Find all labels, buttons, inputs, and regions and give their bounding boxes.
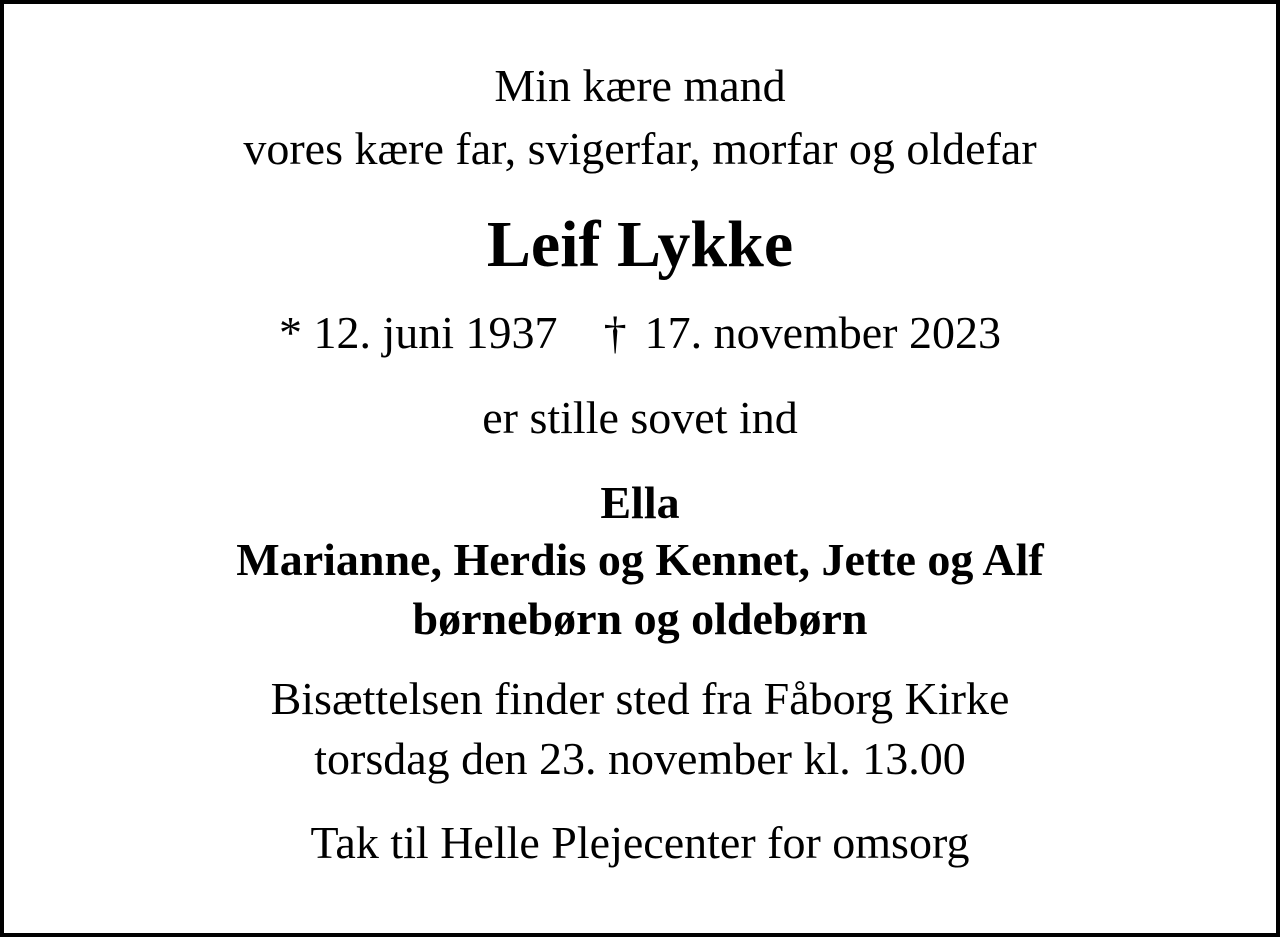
intro-line-1: Min kære mand [494,60,786,111]
dagger-icon: † [603,307,627,358]
ceremony-line-2: torsdag den 23. november kl. 13.00 [314,733,966,784]
birth-date: 12. juni 1937 [313,307,558,358]
birth-symbol: * [279,307,302,358]
mourners-line-1: Ella [600,477,680,528]
life-dates [0,307,1280,358]
intro-line-2: vores kære far, svigerfar, morfar og oldefar [243,123,1037,174]
mourners-line-2: Marianne, Herdis og Kennet, Jette og Alf [236,534,1044,585]
thanks-line: Tak til Helle Plejecenter for omsorg [310,817,970,868]
ceremony-line-1: Bisættelsen finder sted fra Fåborg Kirke [270,673,1010,724]
death-date: 17. november 2023 [644,307,1001,358]
mourners-line-3: børnebørn og oldebørn [412,593,868,644]
statement: er stille sovet ind [482,392,798,443]
deceased-name: Leif Lykke [486,208,794,281]
